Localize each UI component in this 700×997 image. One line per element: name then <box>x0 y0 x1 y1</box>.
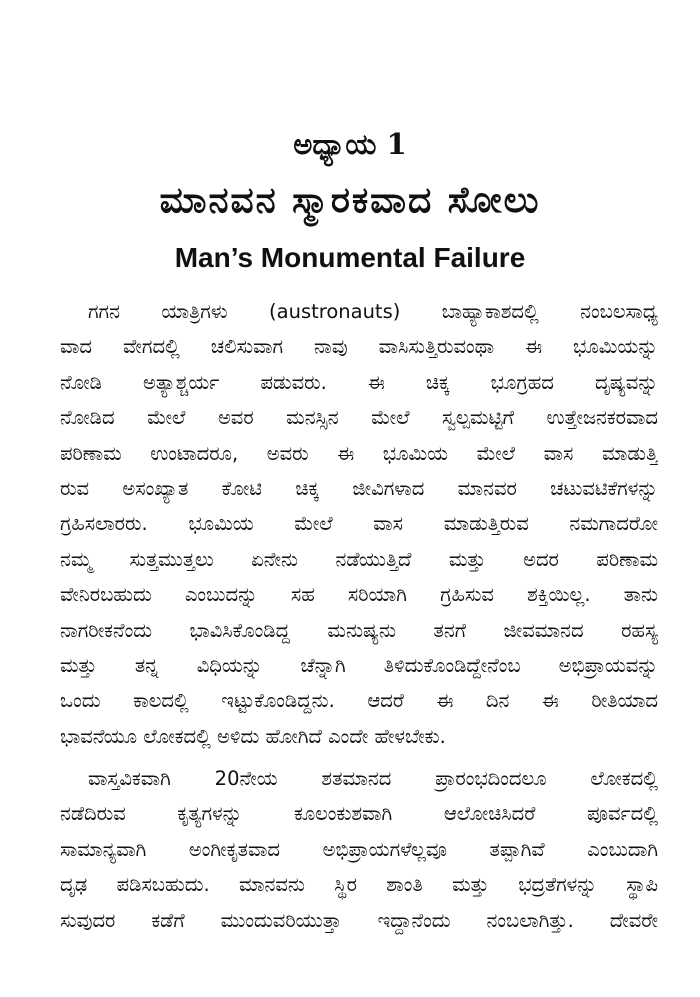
text-line: ಒಂದು ಕಾಲದಲ್ಲಿ ಇಟ್ಟುಕೊಂಡಿದ್ದನು. ಆದರೆ ಈ ದಿನ ಈ ರೀತಿಯಾದ <box>60 689 658 713</box>
text-line: ಭಾವನೆಯೂ ಲೋಕದಲ್ಲಿ ಅಳಿದು ಹೋಗಿದೆ ಎಂದೇ ಹೇಳಬೇಕು. <box>60 724 446 748</box>
text-line: ನಡೆದಿರುವ ಕೃತ್ಯಗಳನ್ನು ಕೂಲಂಕುಶವಾಗಿ ಆಲೋಚಿಸಿದರೆ ಪೂರ್ವದಲ್ಲಿ <box>60 802 658 826</box>
text-line: ಮತ್ತು ತನ್ನ ವಿಧಿಯನ್ನು ಚೆನ್ನಾಗಿ ತಿಳಿದುಕೊಂಡಿದ್ದೇನೆಂಬ ಅಭಿಪ್ರಾಯವನ್ನು <box>60 654 658 678</box>
text-line: ಸಾಮಾನ್ಯವಾಗಿ ಅಂಗೀಕೃತವಾದ ಅಭಿಪ್ರಾಯಗಳೆಲ್ಲವೂ ತಪ್ಪಾಗಿವೆ ಎಂಬುದಾಗಿ <box>60 837 658 861</box>
text-line: ನೋಡಿ ಅತ್ಯಾಶ್ಚರ್ಯ ಪಡುವರು. ಈ ಚಿಕ್ಕ ಭೂಗ್ರಹದ ದೃಷ್ಯವನ್ನು <box>60 370 658 394</box>
text-line: ಗಗನ ಯಾತ್ರಿಗಳು (austronauts) ಬಾಹ್ಯಾಕಾಶದಲ್ಲಿ ನಂಬಲಸಾಧ್ಯ <box>88 300 658 323</box>
paragraph-1 <box>60 294 658 754</box>
text-line: ಪರಿಣಾಮ ಉಂಟಾದರೂ, ಅವರು ಈ ಭೂಮಿಯ ಮೇಲೆ ವಾಸ ಮಾಡುತ್ತಿ <box>60 441 658 465</box>
chapter-title-kannada: ಮಾನವನ ಸ್ಮಾರಕವಾದ ಸೋಲು <box>159 180 541 221</box>
paragraph-2 <box>60 761 658 938</box>
text-line: ಗ್ರಹಿಸಲಾರರು. ಭೂಮಿಯ ಮೇಲೆ ವಾಸ ಮಾಡುತ್ತಿರುವ ನಮಗಾದರೋ <box>60 512 658 536</box>
text-line: ದೃಢ ಪಡಿಸಬಹುದು. ಮಾನವನು ಸ್ಥಿರ ಶಾಂತಿ ಮತ್ತು ಭದ್ರತೆಗಳನ್ನು ಸ್ಥಾಪಿ <box>60 873 658 897</box>
text-line: ಸುವುದರ ಕಡೆಗೆ ಮುಂದುವರಿಯುತ್ತಾ ಇದ್ದಾನೆಂದು ನಂಬಲಾಗಿತ್ತು. ದೇವರೇ <box>60 908 658 932</box>
chapter-number: ಅಧ್ಯಾಯ 1 <box>293 127 407 161</box>
text-line: ವೇನಿರಬಹುದು ಎಂಬುದನ್ನು ಸಹ ಸರಿಯಾಗಿ ಗ್ರಹಿಸುವ ಶಕ್ತಿಯಿಲ್ಲ. ತಾನು <box>60 583 658 607</box>
text-line: ನಮ್ಮ ಸುತ್ತಮುತ್ತಲು ಏನೇನು ನಡೆಯುತ್ತಿದೆ ಮತ್ತು ಅದರ ಪರಿಣಾಮ <box>60 547 658 571</box>
text-line: ವಾಸ್ತವಿಕವಾಗಿ 20ನೇಯ ಶತಮಾನದ ಪ್ರಾರಂಭದಿಂದಲೂ ಲೋಕದಲ್ಲಿ <box>88 767 658 790</box>
text-line: ನಾಗರೀಕನೆಂದು ಭಾವಿಸಿಕೊಂಡಿದ್ದ ಮನುಷ್ಯನು ತನಗೆ ಜೀವಮಾನದ ರಹಸ್ಯ <box>60 618 658 642</box>
text-line: ನೋಡಿದ ಮೇಲೆ ಅವರ ಮನಸ್ಸಿನ ಮೇಲೆ ಸ್ವಲ್ಪಮಟ್ಟಿಗೆ ಉತ್ತೇಜನಕರವಾದ <box>60 406 658 430</box>
text-line: ರುವ ಅಸಂಖ್ಯಾತ ಕೋಟಿ ಚಿಕ್ಕ ಜೀವಿಗಳಾದ ಮಾನವರ ಚಟುವಟಿಕೆಗಳನ್ನು <box>60 477 658 501</box>
text-line: ವಾದ ವೇಗದಲ್ಲಿ ಚಲಿಸುವಾಗ ನಾವು ವಾಸಿಸುತ್ತಿರುವಂಥಾ ಈ ಭೂಮಿಯನ್ನು <box>60 335 658 359</box>
chapter-title-english: Man’s Monumental Failure <box>174 242 526 273</box>
